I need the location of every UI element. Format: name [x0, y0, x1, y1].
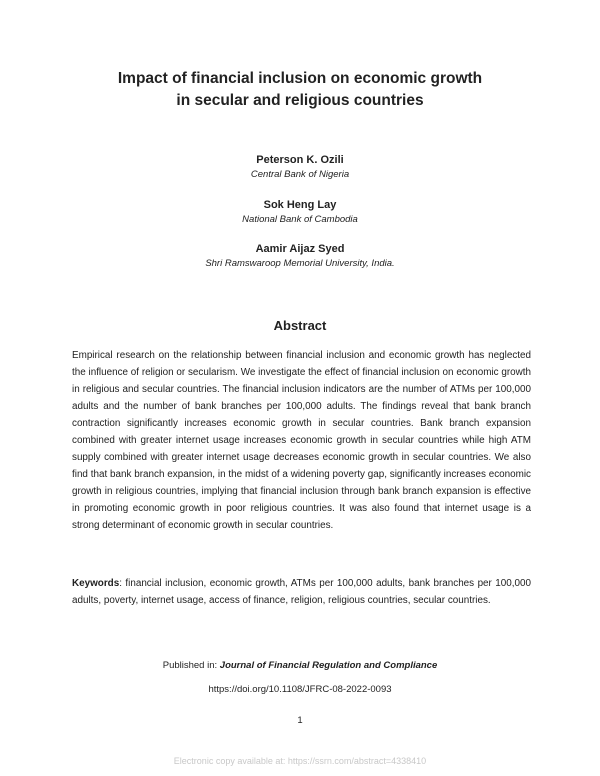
- abstract-body: Empirical research on the relationship between financial inclusion and economic growth has neglected the influence of religion or secularism. We investigate the effect of financial inclusion on economic growth in religious and secular countries. The financial inclusion indicators are the number of ATMs per 100,000 adults and the number of bank branches per 100,000 adults. The findings reveal that bank branch contraction significantly increases economic growth in secular countries. Bank branch expansion combined with greater internet usage increases economic growth in secular countries while high ATM supply combined with greater internet usage decreases economic growth in secular countries. We also find that bank branch expansion, in the midst of a widening poverty gap, significantly increases economic growth in religious countries, implying that financial inclusion through bank branch expansion is effective in promoting economic growth in poor religious countries. It was also found that internet usage is a strong determinant of economic growth in secular countries.: [72, 350, 531, 532]
- title-line-1: Impact of financial inclusion on economic growth: [117, 70, 483, 87]
- author-name: Peterson K. Ozili: [256, 154, 344, 166]
- published-prefix: Published in:: [162, 660, 220, 671]
- published-in: [0, 659, 600, 672]
- author-block-3: [0, 242, 600, 270]
- title-line-2: in secular and religious countries: [176, 92, 424, 109]
- ssrn-footer: Electronic copy available at: https://ssrn.com/abstract=4338410: [173, 756, 427, 766]
- author-name: Aamir Aijaz Syed: [255, 243, 345, 255]
- journal-name: Journal of Financial Regulation and Compliance: [219, 660, 438, 671]
- page-number: 1: [297, 715, 303, 726]
- author-name: Sok Heng Lay: [263, 199, 337, 211]
- doi-link[interactable]: https://doi.org/10.1108/JFRC-08-2022-0093: [208, 684, 392, 695]
- paper-title: [0, 68, 600, 112]
- abstract-heading: Abstract: [273, 318, 327, 333]
- author-affiliation: National Bank of Cambodia: [242, 214, 358, 225]
- author-affiliation: Central Bank of Nigeria: [250, 169, 350, 180]
- author-block-1: [0, 153, 600, 181]
- author-affiliation: Shri Ramswaroop Memorial University, India.: [205, 258, 395, 269]
- keywords-paragraph: [72, 575, 531, 609]
- author-block-2: [0, 198, 600, 226]
- keywords-label: Keywords: [72, 578, 120, 589]
- keywords-text: : financial inclusion, economic growth, ATMs per 100,000 adults, bank branches per 100,000 adults, poverty, internet usage, access of finance, religion, religious countries, secular countries.: [72, 578, 531, 607]
